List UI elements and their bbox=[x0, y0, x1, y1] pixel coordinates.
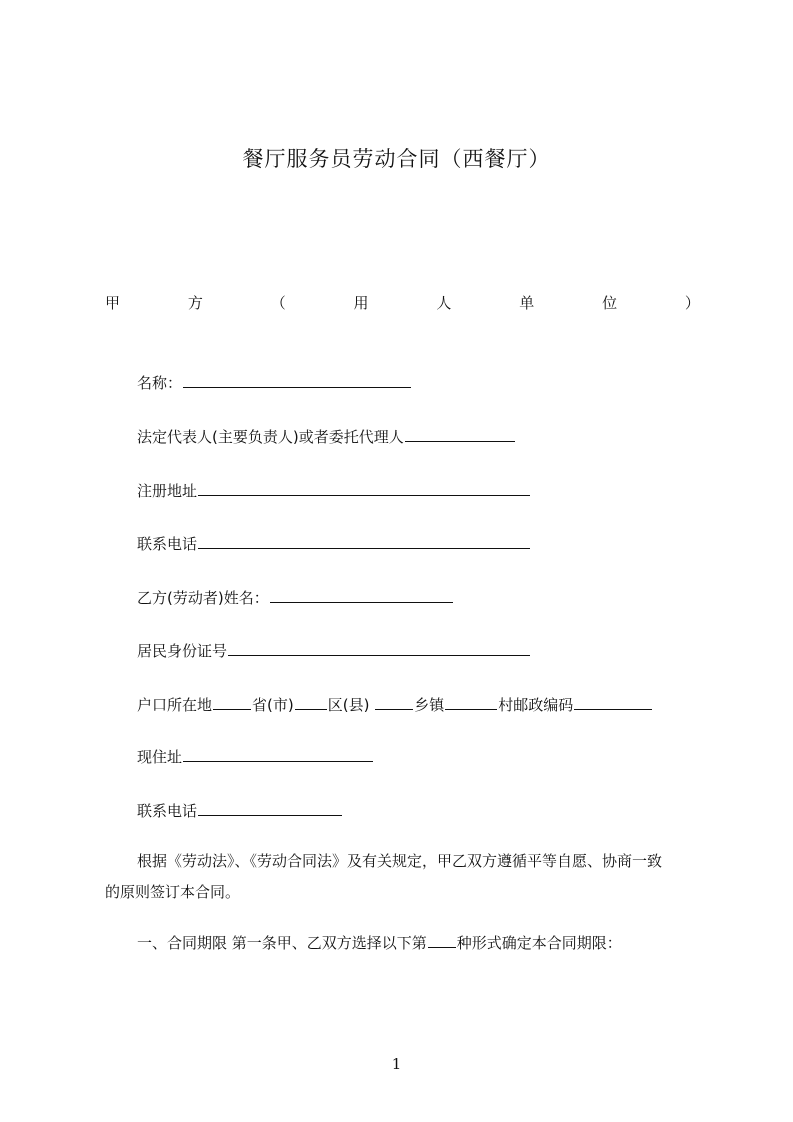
party-a-char: 甲 bbox=[105, 294, 121, 312]
field-legal-rep bbox=[137, 426, 516, 447]
field-label: 乙方(劳动者)姓名： bbox=[137, 589, 269, 607]
document-title: 餐厅服务员劳动合同（西餐厅） bbox=[242, 147, 551, 171]
blank-line bbox=[295, 695, 327, 710]
blank-line bbox=[183, 373, 411, 388]
field-id-number bbox=[137, 640, 531, 661]
party-a-char: 单 bbox=[519, 294, 535, 312]
blank-line bbox=[198, 534, 530, 549]
field-party-b-name bbox=[137, 587, 454, 608]
field-phone-a bbox=[137, 533, 531, 554]
clause-text: 一、合同期限 第一条甲、乙双方选择以下第 bbox=[137, 934, 427, 952]
field-current-address bbox=[137, 746, 374, 767]
field-name bbox=[137, 372, 412, 393]
clause-text: 种形式确定本合同期限： bbox=[456, 934, 622, 952]
field-label: 乡镇 bbox=[414, 696, 445, 714]
field-label: 现住址 bbox=[137, 748, 183, 766]
field-label: 省(市) bbox=[252, 696, 294, 714]
preamble-line: 根据《劳动法》、《劳动合同法》及有关规定，甲乙双方遵循平等自愿、协商一致 bbox=[137, 852, 663, 870]
blank-line bbox=[428, 933, 456, 948]
field-label: 区(县) bbox=[327, 696, 370, 714]
preamble-paragraph bbox=[105, 846, 705, 908]
field-label: 村邮政编码 bbox=[498, 696, 574, 714]
field-phone-b bbox=[137, 800, 343, 821]
field-label: 名称： bbox=[137, 374, 183, 392]
blank-line bbox=[445, 695, 497, 710]
party-a-char: ） bbox=[684, 294, 700, 312]
field-label: 注册地址 bbox=[137, 482, 198, 500]
party-a-heading bbox=[105, 292, 700, 313]
party-a-char: 方 bbox=[187, 294, 203, 312]
party-a-char: 位 bbox=[602, 294, 618, 312]
party-a-char: （ bbox=[270, 294, 286, 312]
field-reg-address bbox=[137, 480, 531, 501]
field-label: 法定代表人(主要负责人)或者委托代理人 bbox=[137, 428, 404, 446]
field-label: 户口所在地 bbox=[137, 696, 213, 714]
field-label: 联系电话 bbox=[137, 535, 198, 553]
clause-contract-term bbox=[137, 932, 622, 953]
blank-line bbox=[198, 481, 530, 496]
preamble-line: 的原则签订本合同。 bbox=[105, 883, 241, 901]
page-number: 1 bbox=[391, 1055, 402, 1073]
blank-line bbox=[213, 695, 251, 710]
party-a-char: 用 bbox=[353, 294, 369, 312]
party-a-char: 人 bbox=[436, 294, 452, 312]
blank-line bbox=[405, 427, 515, 442]
field-label: 联系电话 bbox=[137, 802, 198, 820]
field-label: 居民身份证号 bbox=[137, 642, 228, 660]
blank-line bbox=[198, 801, 342, 816]
blank-line bbox=[270, 588, 453, 603]
blank-line bbox=[574, 695, 652, 710]
blank-line bbox=[183, 747, 373, 762]
blank-line bbox=[228, 641, 530, 656]
blank-line bbox=[375, 695, 413, 710]
field-household bbox=[137, 694, 653, 715]
